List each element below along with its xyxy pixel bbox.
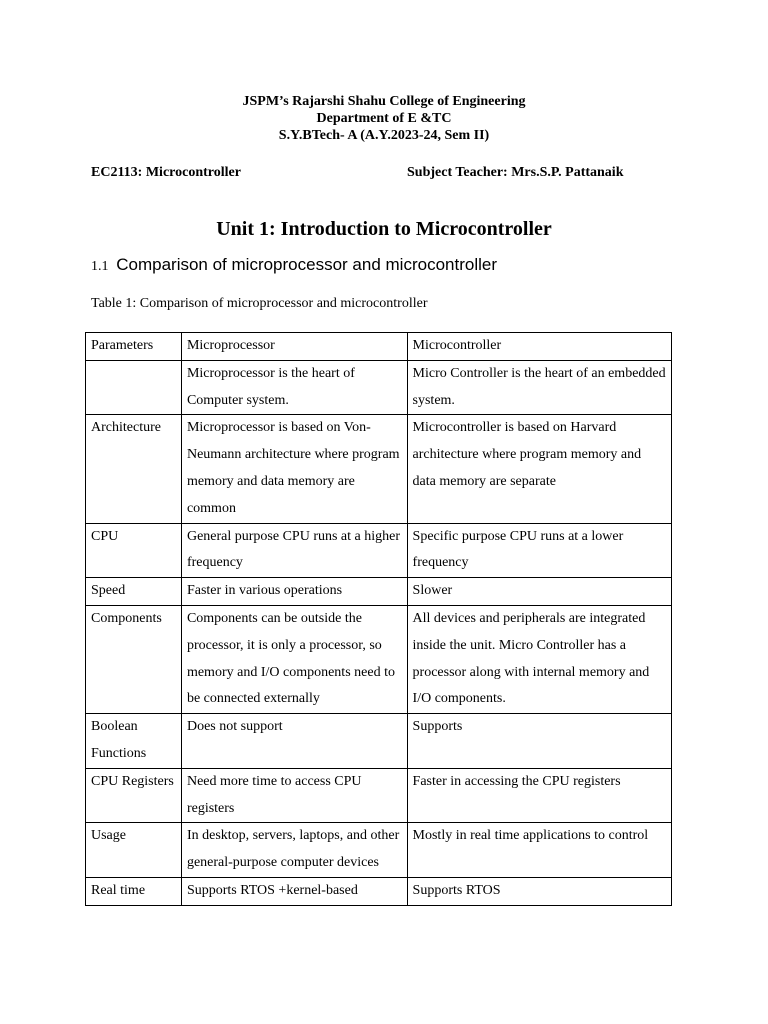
section-number: 1.1 — [91, 259, 109, 274]
microprocessor-cell: Supports RTOS +kernel-based — [181, 877, 407, 905]
microprocessor-cell: In desktop, servers, laptops, and other general-purpose computer devices — [181, 823, 407, 878]
table-row — [86, 523, 672, 578]
parameter-cell: Usage — [86, 823, 182, 878]
table-header-row — [86, 333, 672, 361]
microcontroller-cell: Mostly in real time applications to control — [407, 823, 671, 878]
college-name: JSPM’s Rajarshi Shahu College of Engineering — [242, 94, 526, 109]
parameter-cell: Components — [86, 605, 182, 713]
microprocessor-cell: General purpose CPU runs at a higher frequency — [181, 523, 407, 578]
microcontroller-cell: Supports RTOS — [407, 877, 671, 905]
microprocessor-cell: Need more time to access CPU registers — [181, 768, 407, 823]
parameter-cell: CPU Registers — [86, 768, 182, 823]
section-title: Comparison of microprocessor and microcontroller — [116, 255, 497, 274]
table-row — [86, 768, 672, 823]
microprocessor-cell: Microprocessor is the heart of Computer system. — [181, 360, 407, 415]
unit-title: Unit 1: Introduction to Microcontroller — [216, 218, 552, 240]
microprocessor-cell: Faster in various operations — [181, 578, 407, 606]
table-row — [86, 823, 672, 878]
table-row — [86, 415, 672, 523]
microcontroller-cell: Faster in accessing the CPU registers — [407, 768, 671, 823]
parameter-cell: Boolean Functions — [86, 714, 182, 769]
parameter-cell: Real time — [86, 877, 182, 905]
microcontroller-cell: Specific purpose CPU runs at a lower frequency — [407, 523, 671, 578]
parameter-cell: CPU — [86, 523, 182, 578]
comparison-table — [85, 332, 672, 906]
table-row — [86, 714, 672, 769]
table-row — [86, 578, 672, 606]
table-caption: Table 1: Comparison of microprocessor and microcontroller — [91, 296, 428, 311]
class-info: S.Y.BTech- A (A.Y.2023-24, Sem II) — [278, 128, 490, 143]
section-heading — [91, 255, 497, 275]
parameter-cell — [86, 360, 182, 415]
subject-teacher: Subject Teacher: Mrs.S.P. Pattanaik — [407, 165, 624, 180]
microcontroller-cell: Slower — [407, 578, 671, 606]
microprocessor-cell: Components can be outside the processor, it is only a processor, so memory and I/O components need to be connected externally — [181, 605, 407, 713]
microcontroller-cell: Supports — [407, 714, 671, 769]
header-microcontroller: Microcontroller — [407, 333, 671, 361]
microcontroller-cell: Micro Controller is the heart of an embedded system. — [407, 360, 671, 415]
microprocessor-cell: Does not support — [181, 714, 407, 769]
table-row — [86, 605, 672, 713]
header-microprocessor: Microprocessor — [181, 333, 407, 361]
table-row — [86, 877, 672, 905]
document-header — [0, 93, 768, 144]
parameter-cell: Architecture — [86, 415, 182, 523]
table-row — [86, 360, 672, 415]
microprocessor-cell: Microprocessor is based on Von-Neumann architecture where program memory and data memory are common — [181, 415, 407, 523]
header-parameters: Parameters — [86, 333, 182, 361]
parameter-cell: Speed — [86, 578, 182, 606]
course-code: EC2113: Microcontroller — [91, 165, 241, 180]
department-name: Department of E &TC — [316, 111, 452, 126]
microcontroller-cell: All devices and peripherals are integrated inside the unit. Micro Controller has a processor along with internal memory and I/O components. — [407, 605, 671, 713]
microcontroller-cell: Microcontroller is based on Harvard architecture where program memory and data memory are separate — [407, 415, 671, 523]
